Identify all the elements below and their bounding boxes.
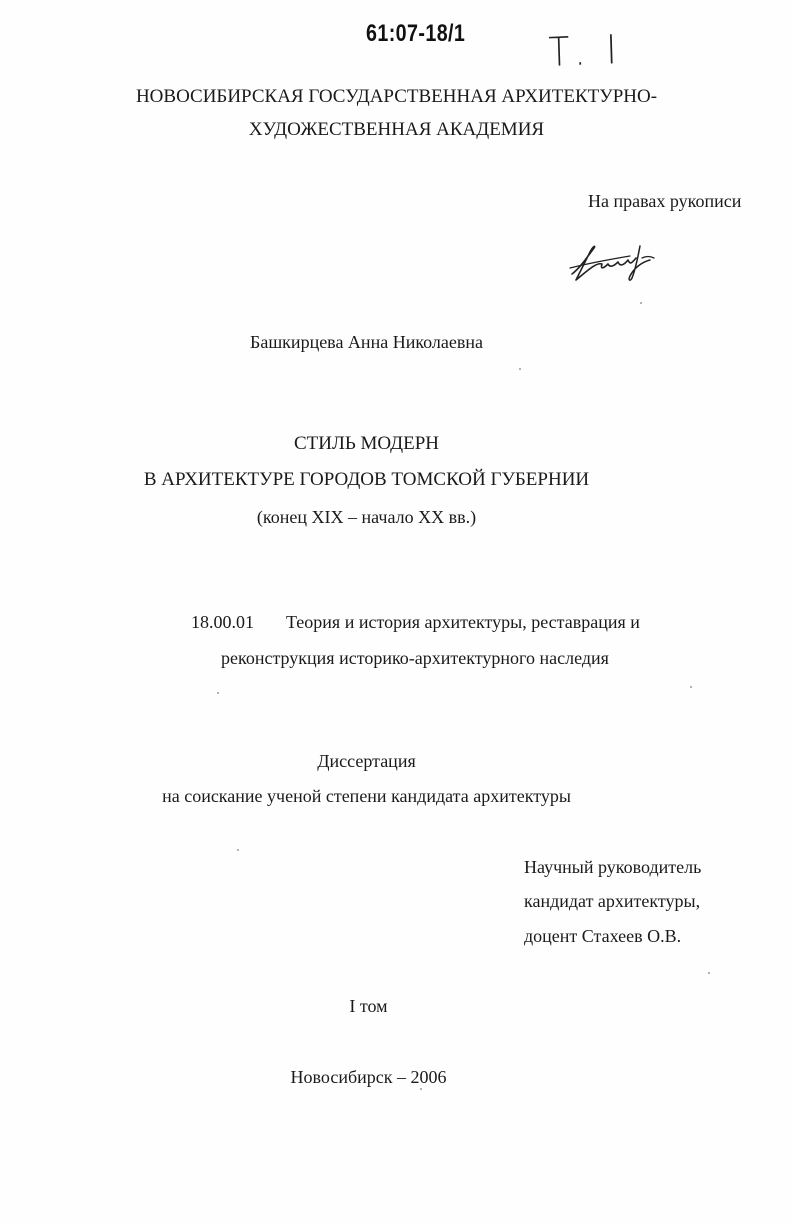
city-year: Новосибирск – 2006	[290, 1067, 447, 1087]
title-line-3: (конец XIX – начало XX вв.)	[256, 507, 477, 527]
scan-speck	[237, 849, 239, 851]
manuscript-rights: На правах рукописи	[588, 191, 742, 211]
scan-speck	[690, 686, 692, 688]
institution-line-2: ХУДОЖЕСТВЕННАЯ АКАДЕМИЯ	[248, 119, 545, 140]
signature-icon	[566, 238, 658, 288]
scan-speck	[420, 1088, 422, 1090]
work-type-line-1: Диссертация	[317, 751, 416, 771]
title-line-2: В АРХИТЕКТУРЕ ГОРОДОВ ТОМСКОЙ ГУБЕРНИИ	[143, 469, 590, 490]
handwritten-note: Т. I	[548, 27, 623, 76]
archive-stamp: 61:07-18/1	[366, 20, 466, 47]
scan-speck	[217, 692, 219, 694]
supervisor-line-2: кандидат архитектуры,	[524, 891, 701, 911]
work-type-line-2: на соискание ученой степени кандидата архитектуры	[162, 786, 571, 806]
volume-label: I том	[349, 996, 388, 1016]
specialty-line-1: Теория и история архитектуры, реставрация и	[286, 612, 640, 632]
specialty-line-2: реконструкция историко-архитектурного наследия	[221, 648, 609, 668]
scan-speck	[708, 972, 710, 974]
title-line-1: СТИЛЬ МОДЕРН	[293, 433, 440, 454]
scan-speck	[640, 302, 642, 304]
scan-speck	[519, 368, 521, 370]
supervisor-line-3: доцент Стахеев О.В.	[524, 926, 682, 946]
institution-line-1: НОВОСИБИРСКАЯ ГОСУДАРСТВЕННАЯ АРХИТЕКТУРНО-	[135, 86, 658, 107]
author-name: Башкирцева Анна Николаевна	[250, 332, 483, 352]
supervisor-line-1: Научный руководитель	[524, 857, 702, 877]
specialty-code: 18.00.01	[191, 612, 254, 632]
